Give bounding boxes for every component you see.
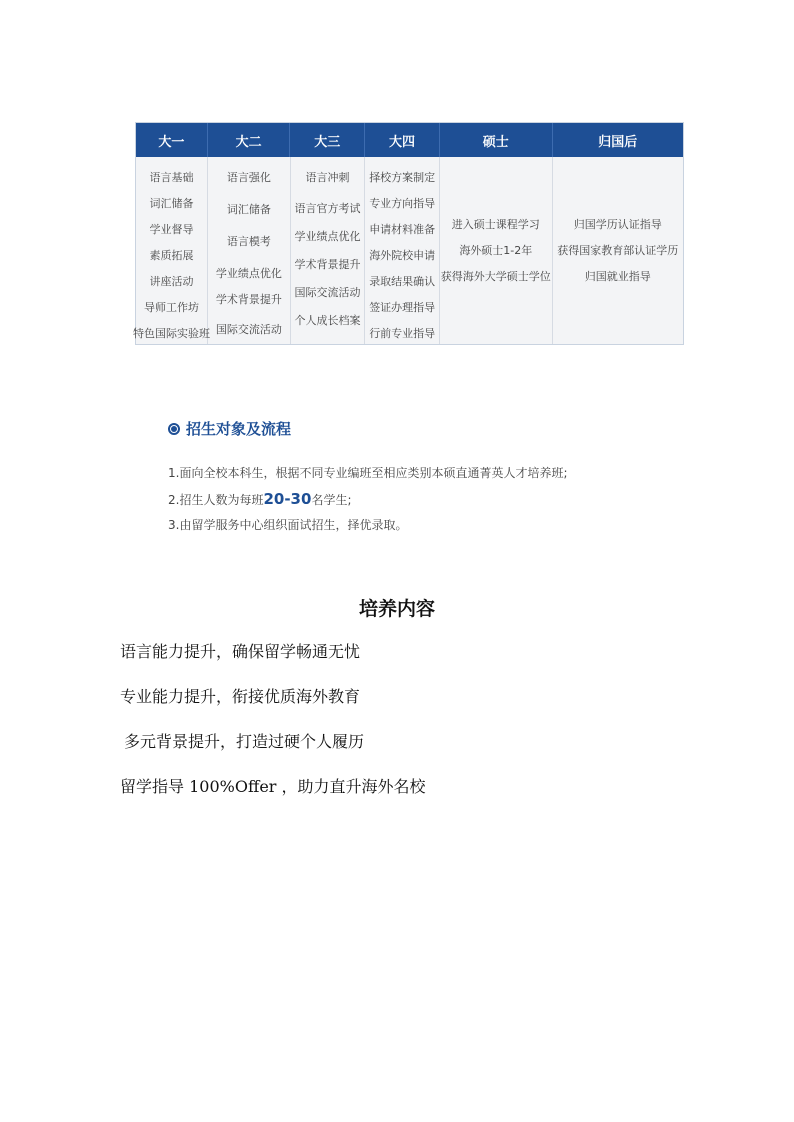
table-cell: 海外院校申请	[369, 249, 436, 262]
table-cell: 归国学历认证指导	[573, 217, 662, 231]
table-cell: 海外硕士1-2年	[459, 243, 533, 257]
column-master	[440, 157, 553, 344]
table-cell: 申请材料准备	[369, 223, 436, 236]
table-cell: 国际交流活动	[294, 286, 361, 299]
table-cell: 进入硕士课程学习	[451, 217, 540, 231]
table-cell: 行前专业指导	[369, 327, 436, 340]
table-cell: 学术背景提升	[215, 293, 282, 306]
table-cell: 获得海外大学硕士学位	[440, 269, 551, 283]
table-cell: 学业督导	[149, 223, 194, 236]
training-content-list	[120, 638, 426, 818]
table-cell: 专业方向指导	[369, 197, 436, 210]
table-cell: 学业绩点优化	[215, 267, 282, 280]
table-cell: 签证办理指导	[369, 301, 436, 314]
column-year2	[208, 157, 291, 344]
header-year3: 大三	[290, 123, 365, 157]
header-master: 硕士	[440, 123, 553, 157]
header-return: 归国后	[598, 134, 638, 150]
table-cell: 语言模考	[226, 235, 271, 248]
process-line-1: 1.面向全校本科生，根据不同专业编班至相应类别本硕直通菁英人才培养班;	[168, 466, 568, 480]
table-body	[133, 157, 683, 344]
process-line-2	[168, 486, 568, 512]
table-cell: 学业绩点优化	[294, 230, 361, 243]
table-cell: 特色国际实验班	[133, 327, 210, 340]
admission-process-list	[168, 460, 568, 538]
table-cell: 导师工作坊	[144, 301, 199, 314]
table-cell: 语言冲刺	[305, 171, 350, 184]
study-plan-table	[135, 122, 684, 345]
radio-bullet-icon	[168, 423, 180, 435]
process-line-3: 3.由留学服务中心组织面试招生，择优录取。	[168, 518, 408, 532]
header-year2: 大二	[208, 123, 291, 157]
training-item: 语言能力提升，确保留学畅通无忧	[120, 642, 361, 661]
training-content-title: 培养内容	[358, 598, 435, 620]
column-year4	[365, 157, 440, 344]
table-cell: 语言官方考试	[294, 202, 361, 215]
table-cell: 素质拓展	[149, 249, 194, 262]
admission-title-text: 招生对象及流程	[186, 420, 292, 438]
table-cell: 获得国家教育部认证学历	[557, 243, 679, 257]
table-cell: 讲座活动	[149, 275, 194, 288]
table-cell: 择校方案制定	[369, 171, 436, 184]
admission-section-title	[168, 418, 291, 439]
table-header-row	[136, 123, 683, 157]
table-cell: 个人成长档案	[294, 314, 361, 327]
process-line-2-prefix: 2.招生人数为每班	[168, 493, 264, 507]
column-return	[553, 157, 683, 344]
header-year4: 大四	[365, 123, 440, 157]
process-line-2-suffix: 名学生;	[311, 493, 352, 507]
table-cell: 词汇储备	[149, 197, 194, 210]
training-item: 多元背景提升，打造过硬个人履历	[124, 732, 365, 751]
table-cell: 学术背景提升	[294, 258, 361, 271]
training-item: 专业能力提升，衔接优质海外教育	[120, 687, 361, 706]
header-year1: 大一	[136, 123, 208, 157]
table-cell: 录取结果确认	[369, 275, 436, 288]
table-cell: 归国就业指导	[584, 269, 651, 283]
table-cell: 语言基础	[149, 171, 194, 184]
table-cell: 语言强化	[226, 171, 271, 184]
column-year3	[291, 157, 366, 344]
table-cell: 词汇储备	[226, 203, 271, 216]
training-item: 留学指导 100%Offer ，助力直升海外名校	[120, 777, 426, 796]
table-cell: 国际交流活动	[215, 323, 282, 336]
class-size-number: 20-30	[263, 490, 312, 508]
column-year1	[133, 157, 210, 344]
